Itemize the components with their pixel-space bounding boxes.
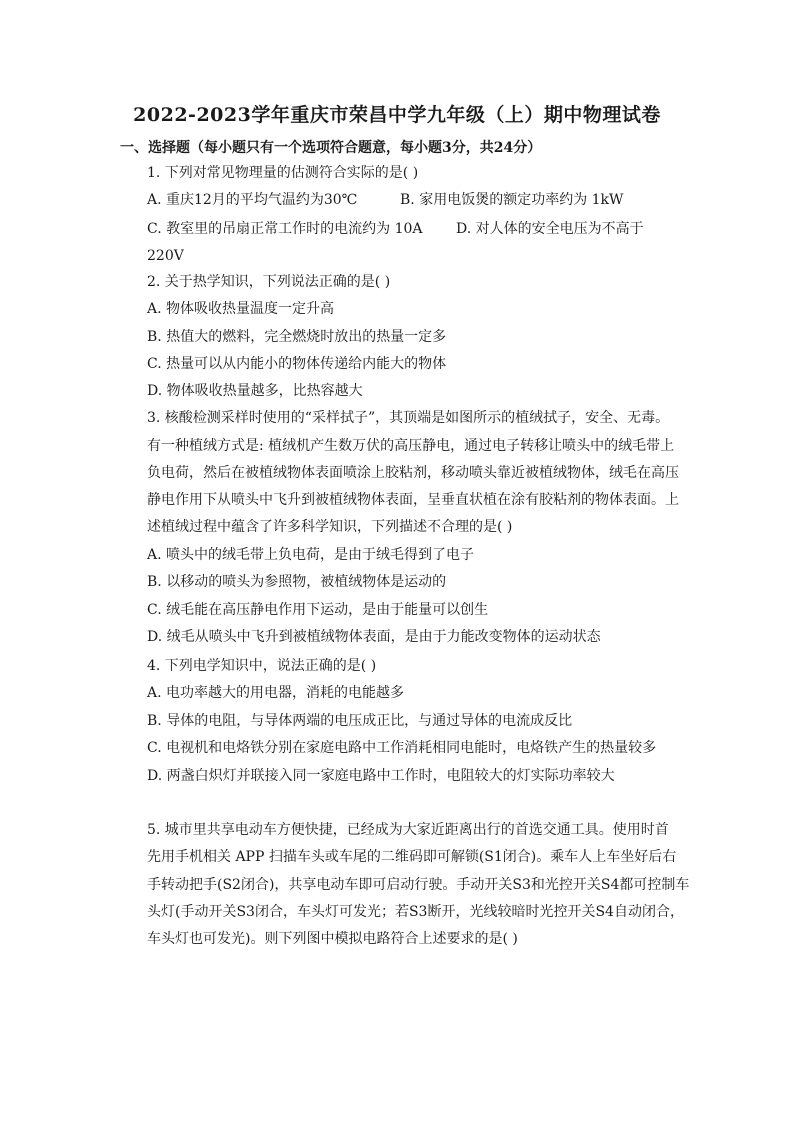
q5-stem-line3: 手转动把手(S2闭合)，共享电动车即可启动行驶。手动开关S3和光控开关S4都可控制车 [147,877,690,893]
q4-stem: 4. 下列电学知识中，说法正确的是( ) [147,658,377,674]
q3-stem-line4: 静电作用下从喷头中飞升到被植绒物体表面，呈垂直状植在涂有胶粘剂的物体表面。上 [147,492,679,508]
q3-stem-line2: 有一种植绒方式是: 植绒机产生数万伏的高压静电，通过电子转移让喷头中的绒毛带上 [147,438,675,454]
q1-stem: 1. 下列对常见物理量的估测符合实际的是( ) [147,165,419,181]
q5-stem-line5: 车头灯也可发光)。则下列图中模拟电路符合上述要求的是( ) [147,931,518,947]
q4-option-b: B. 导体的电阻，与导体两端的电压成正比，与通过导体的电流成反比 [147,713,573,729]
q1-option-d: D. 对人体的安全电压为不高于 [456,221,644,237]
q2-option-d: D. 物体吸收热量越多，比热容越大 [147,383,363,399]
page-title: 2022-2023学年重庆市荣昌中学九年级（上）期中物理试卷 [133,104,661,126]
q3-option-b: B. 以移动的喷头为参照物，被植绒物体是运动的 [147,574,447,590]
q3-stem-line1: 3. 核酸检测采样时使用的“采样拭子”，其顶端是如图所示的植绒拭子，安全、无毒。 [147,410,670,426]
q2-option-b: B. 热值大的燃料，完全燃烧时放出的热量一定多 [147,329,447,345]
q1-option-a: A. 重庆12月的平均气温约为30℃ [147,192,358,208]
q5-stem-line1: 5. 城市里共享电动车方便快捷，已经成为大家近距离出行的首选交通工具。使用时首 [147,822,669,838]
q2-option-c: C. 热量可以从内能小的物体传递给内能大的物体 [147,356,447,372]
q4-option-a: A. 电功率越大的用电器，消耗的电能越多 [147,685,405,701]
q1-option-c: C. 教室里的吊扇正常工作时的电流约为 10A [147,221,423,237]
q5-stem-line4: 头灯(手动开关S3闭合，车头灯可发光；若S3断开，光线较暗时光控开关S4自动闭合， [147,904,684,920]
q3-option-d: D. 绒毛从喷头中飞升到被植绒物体表面，是由于力能改变物体的运动状态 [147,629,601,645]
q4-option-c: C. 电视机和电烙铁分别在家庭电路中工作消耗相同电能时，电烙铁产生的热量较多 [147,740,657,756]
q5-stem-line2: 先用手机相关 APP 扫描车头或车尾的二维码即可解锁(S1闭合)。乘车人上车坐好后右 [147,849,677,865]
q4-option-d: D. 两盏白炽灯并联接入同一家庭电路中工作时，电阻较大的灯实际功率较大 [147,768,615,784]
q3-stem-line3: 负电荷，然后在被植绒物体表面喷涂上胶粘剂，移动喷头靠近被植绒物体，绒毛在高压 [147,465,679,481]
q3-stem-line5: 述植绒过程中蕴含了许多科学知识，下列描述不合理的是( ) [147,519,513,535]
section-heading: 一、选择题（每小题只有一个选项符合题意，每小题3分，共24分） [120,140,542,156]
q2-stem: 2. 关于热学知识，下列说法正确的是( ) [147,274,391,290]
q1-option-d-cont: 220V [147,248,184,264]
q3-option-a: A. 喷头中的绒毛带上负电荷，是由于绒毛得到了电子 [147,547,475,563]
q2-option-a: A. 物体吸收热量温度一定升高 [147,301,335,317]
q1-option-b: B. 家用电饭煲的额定功率约为 1kW [400,192,624,208]
q3-option-c: C. 绒毛能在高压静电作用下运动，是由于能量可以创生 [147,602,489,618]
